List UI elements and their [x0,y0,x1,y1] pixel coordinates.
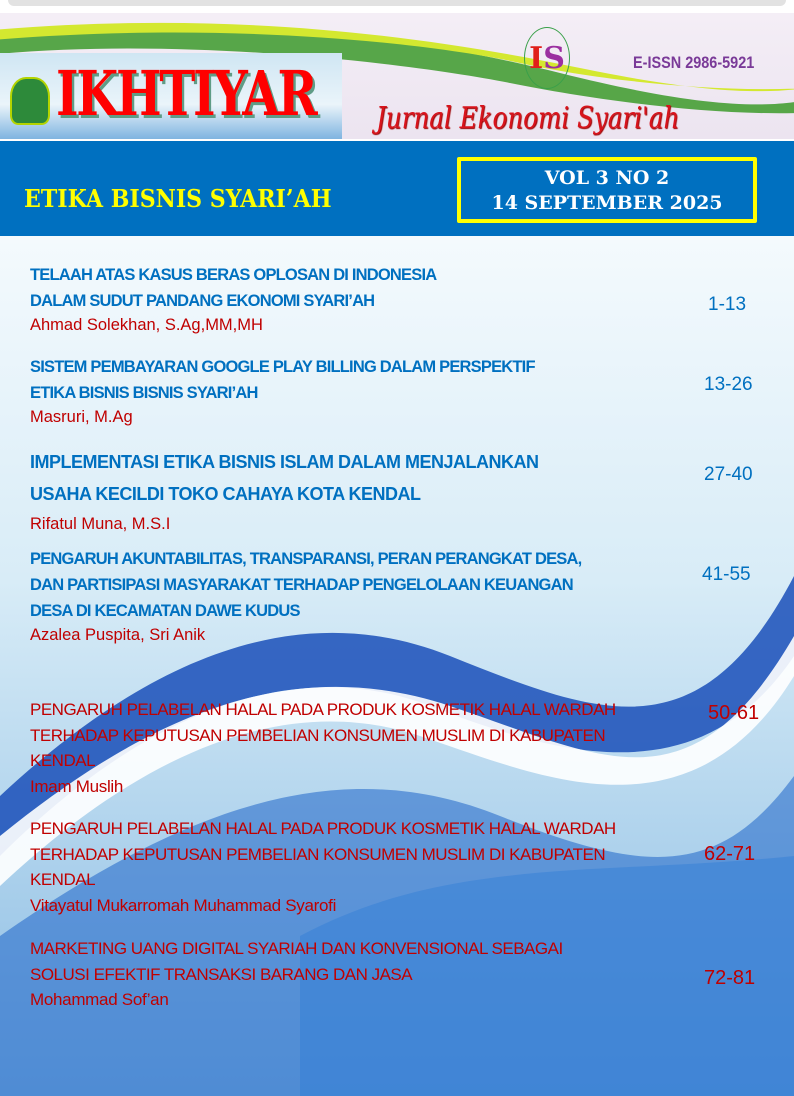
article-pages: 1-13 [708,294,747,315]
article-title: USAHA KECILDI TOKO CAHAYA KOTA KENDAL [30,484,421,504]
article-title: DALAM SUDUT PANDANG EKONOMI SYARI’AH [30,292,375,310]
article-entry[interactable] [30,446,670,538]
top-scrollbar [8,0,786,6]
article-author: Masruri, M.Ag [30,408,133,426]
article-title: DESA DI KECAMATAN DAWE KUDUS [30,602,300,620]
article-title: MARKETING UANG DIGITAL SYARIAH DAN KONVENSIONAL SEBAGAI [30,939,563,958]
journal-name: IKHTIYAR [56,57,316,130]
article-title: SOLUSI EFEKTIF TRANSAKSI BARANG DAN JASA [30,964,413,984]
article-title: KENDAL [30,870,96,889]
article-title: KENDAL [30,751,96,770]
article-entry[interactable] [30,816,690,918]
article-title: TERHADAP KEPUTUSAN PEMBELIAN KONSUMEN MUSLIM DI KABUPATEN [30,844,606,864]
article-pages: 13-26 [704,374,753,395]
journal-banner [0,13,794,139]
article-entry[interactable] [30,936,690,1013]
volume-number: VOL 3 NO 2 [544,167,670,189]
article-author: Rifatul Muna, M.S.I [30,515,171,533]
article-author: Vitayatul Mukarromah Muhammad Syarofi [30,895,337,915]
article-pages: 72-81 [704,967,756,989]
article-pages: 62-71 [704,843,756,865]
article-title: IMPLEMENTASI ETIKA BISNIS ISLAM DALAM MENJALANKAN [30,452,539,472]
article-title: PENGARUH AKUNTABILITAS, TRANSPARANSI, PERAN PERANGKAT DESA, [30,550,582,568]
article-entry[interactable] [30,546,690,646]
article-pages: 41-55 [702,564,751,585]
volume-box [457,157,757,223]
article-author: Mohammad Sof’an [30,990,169,1009]
article-entry[interactable] [30,262,680,336]
ies-logo: IS [524,27,570,89]
article-title: TELAAH ATAS KASUS BERAS OPLOSAN DI INDONESIA [30,266,437,284]
article-title: SISTEM PEMBAYARAN GOOGLE PLAY BILLING DALAM PERSPEKTIF [30,358,535,376]
article-author: Ahmad Solekhan, S.Ag,MM,MH [30,316,263,334]
issue-date: 14 SEPTEMBER 2025 [491,192,723,214]
article-title: DAN PARTISIPASI MASYARAKAT TERHADAP PENGELOLAAN KEUANGAN [30,576,573,594]
university-emblem-icon [10,77,50,125]
article-entry[interactable] [30,354,680,428]
article-pages: 27-40 [704,464,753,485]
issn: E-ISSN 2986-5921 [633,53,755,72]
article-title: PENGARUH PELABELAN HALAL PADA PRODUK KOSMETIK HALAL WARDAH [30,819,616,838]
article-author: Azalea Puspita, Sri Anik [30,626,206,644]
article-title: TERHADAP KEPUTUSAN PEMBELIAN KONSUMEN MUSLIM DI KABUPATEN [30,725,606,745]
article-entry[interactable] [30,697,690,799]
article-pages: 50-61 [708,702,760,724]
article-author: Imam Muslih [30,776,124,796]
article-title: PENGARUH PELABELAN HALAL PADA PRODUK KOSMETIK HALAL WARDAH [30,700,616,719]
issue-theme: ETIKA BISNIS SYARI’AH [24,184,332,213]
table-of-contents [0,236,794,1096]
article-title: ETIKA BISNIS BISNIS SYARI’AH [30,384,258,402]
journal-subtitle: Jurnal Ekonomi Syari'ah [376,101,680,136]
